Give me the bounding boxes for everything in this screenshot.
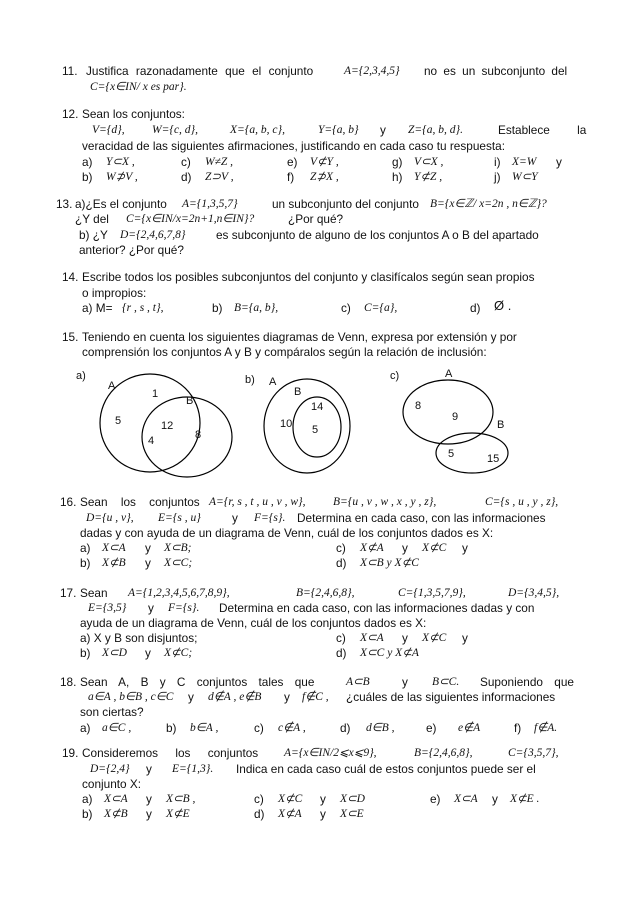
q19-a-label: a) (82, 792, 93, 806)
q18-number: 18. (60, 675, 77, 689)
q11-text: Justifica razonadamente que el conjunto (86, 64, 314, 78)
q19-b-cond1: X⊄B (104, 808, 128, 820)
q13-b-tail: es subconjunto de alguno de los conjuntos A o B del apartado (216, 228, 539, 242)
q19-set-e: E={1,3}. (172, 763, 214, 775)
q19-a-cond1: X⊂A (104, 793, 128, 805)
venn-a-elem-4: 4 (148, 435, 155, 447)
q11-number: 11. (62, 64, 78, 78)
q13-b-text: b) ¿Y (79, 228, 108, 242)
q16-a-label: a) (80, 541, 91, 555)
q19-e-cond2: X⊄E . (510, 793, 540, 805)
venn-c-elem-9: 9 (452, 411, 459, 423)
q12-and: y (380, 123, 386, 137)
q14-d-label: d) (470, 301, 481, 315)
venn-b-circle-a (264, 379, 350, 473)
q19-d-label: d) (254, 807, 265, 821)
q18-line3: son ciertas? (80, 705, 144, 719)
q16-c-cond2: X⊄C (422, 542, 447, 554)
venn-b-set-a-label: A (269, 376, 277, 388)
q17-set-e: E={3,5} (88, 602, 127, 614)
q16-d-cond: X⊂B y X⊄C (360, 557, 419, 569)
q12-item-j-label: j) (494, 170, 501, 184)
q11-set-c: C={x∈IN/ x es par}. (90, 81, 187, 93)
q17-set-d: D={3,4,5}, (508, 587, 560, 599)
q13-set-b: B={x∈ℤ/ x=2n , n∈ℤ}? (430, 198, 547, 210)
q17-intro: Sean (80, 586, 108, 600)
q12-item-j: W⊂Y (512, 171, 538, 183)
q11-set-a: A={2,3,4,5} (344, 65, 400, 77)
q18-cond1: a∈A , b∈B , c∈C (88, 691, 174, 703)
q15-line2: comprensión los conjuntos A y B y compáralos según la relación de inclusión: (82, 345, 487, 359)
q15-number: 15. (62, 330, 79, 344)
q16-and: y (232, 511, 238, 525)
q18-question: ¿cuáles de las siguientes informaciones (346, 690, 556, 704)
q18-rel2: B⊂C. (432, 676, 460, 688)
q16-line3: dadas y con ayuda de un diagrama de Venn, cuál de los conjuntos dados es X: (80, 526, 494, 540)
q13-line4: anterior? ¿Por qué? (79, 243, 184, 257)
q17-b-cond1: X⊂D (102, 647, 127, 659)
q17-d-label: d) (336, 646, 347, 660)
q16-a-and: y (145, 541, 151, 555)
q18-item-a: a∈C , (102, 722, 132, 734)
q12-item-i: X=W (512, 156, 537, 168)
q16-set-e: E={s , u} (158, 512, 201, 524)
q19-c-and: y (320, 792, 326, 806)
q17-set-c: C={1,3,5,7,9}, (398, 587, 466, 599)
q12-number: 12. (62, 107, 79, 121)
q16-a-cond2: X⊂B; (164, 542, 192, 554)
q18-cond3: f∉C , (302, 691, 329, 703)
q12-item-f-label: f) (287, 170, 295, 184)
q18-item-a-label: a) (80, 721, 91, 735)
q12-set-y: Y={a, b} (318, 124, 359, 136)
q14-a-label: a) M= (82, 301, 113, 315)
q13-line2b: ¿Por qué? (288, 212, 344, 226)
venn-c-elem-15: 15 (487, 453, 500, 465)
q17-c-and2: y (462, 631, 468, 645)
q17-c-and: y (402, 631, 408, 645)
q19-c-cond1: X⊄C (278, 793, 303, 805)
q16-set-f: F={s}. (254, 512, 286, 524)
q18-item-f: f∉A. (534, 722, 558, 734)
q16-tail2: Determina en cada caso, con las informaciones (297, 511, 546, 525)
q15-line1: Teniendo en cuenta los siguientes diagramas de Venn, expresa por extensión y por (82, 330, 517, 344)
q16-a-cond1: X⊂A (102, 542, 126, 554)
q18-item-e: e∉A (458, 722, 481, 734)
q16-c-and: y (402, 541, 408, 555)
q14-line2: o impropios: (82, 286, 147, 300)
q17-c-cond1: X⊂A (360, 632, 384, 644)
q14-number: 14. (62, 270, 79, 284)
q14-b-set: B={a, b}, (234, 302, 279, 314)
q13-set-d: D={2,4,6,7,8} (120, 229, 186, 241)
venn-b-set-b-label: B (294, 386, 302, 398)
q18-intro: Sean A, B y C conjuntos tales que (80, 675, 315, 689)
venn-b-elem-10: 10 (280, 418, 293, 430)
q12-item-g: V⊂X , (414, 156, 444, 168)
q14-b-label: b) (212, 301, 223, 315)
q13-set-c: C={x∈IN/x=2n+1,n∈IN}? (126, 213, 255, 225)
q19-c-cond2: X⊂D (340, 793, 365, 805)
q19-set-a: A={x∈IN/2⩽x⩽9}, (284, 747, 377, 759)
q18-item-d: d∈B , (366, 722, 395, 734)
q16-b-cond2: X⊂C; (164, 557, 193, 569)
q17-a: a) X y B son disjuntos; (80, 631, 198, 645)
q12-item-e: V⊄Y , (310, 156, 339, 168)
venn-a-label: a) (76, 370, 86, 382)
q14-c-label: c) (341, 301, 351, 315)
q16-set-d: D={u , v}, (86, 512, 134, 524)
q19-e-and: y (492, 792, 498, 806)
q12-item-h-label: h) (392, 170, 403, 184)
q19-tail2: Indica en cada caso cuál de estos conjuntos puede ser el (236, 762, 536, 776)
q12-item-c: W≠Z , (205, 156, 234, 168)
q16-c-and2: y (462, 541, 468, 555)
q12-item-h: Y⊄Z , (414, 171, 443, 183)
q12-item-d-label: d) (181, 170, 192, 184)
venn-diagram-b (240, 365, 360, 487)
q12-item-i-label: i) (494, 155, 501, 169)
q19-b-label: b) (82, 807, 93, 821)
q16-number: 16. (60, 495, 77, 509)
q16-intro: Sean los conjuntos (80, 495, 200, 509)
q19-a-and: y (146, 792, 152, 806)
q12-item-c-label: c) (181, 155, 191, 169)
venn-c-elem-8: 8 (415, 400, 422, 412)
q19-d-and: y (320, 807, 326, 821)
q17-c-cond2: X⊄C (422, 632, 447, 644)
q19-d-cond1: X⊄A (278, 808, 302, 820)
venn-diagram-c (385, 365, 550, 490)
q12-item-g-label: g) (392, 155, 403, 169)
q12-item-f: Z⊅X , (310, 171, 339, 183)
q18-and3: y (284, 690, 290, 704)
q12-set-w: W={c, d}, (152, 124, 199, 136)
venn-b-elem-5: 5 (312, 424, 319, 436)
q19-line3: conjunto X: (82, 777, 142, 791)
q17-b-label: b) (80, 646, 91, 660)
venn-a-set-a-label: A (108, 380, 116, 392)
venn-c-set-b-label: B (497, 419, 505, 431)
q14-d-set: Ø . (494, 298, 512, 313)
q19-a-cond2: X⊂B , (166, 793, 196, 805)
q18-cond2: d∉A , e∉B (208, 691, 262, 703)
q16-d-label: d) (336, 556, 347, 570)
q18-and1: y (402, 675, 408, 689)
q16-c-cond1: X⊄A (360, 542, 384, 554)
q19-e-cond1: X⊂A (454, 793, 478, 805)
q17-set-f: F={s}. (168, 602, 200, 614)
q13-mid: un subconjunto del conjunto (272, 197, 419, 211)
q17-b-cond2: X⊄C; (164, 647, 193, 659)
q19-intro: Consideremos los conjuntos (82, 746, 259, 760)
q16-b-cond1: X⊄B (102, 557, 126, 569)
venn-c-circle-a (403, 380, 493, 444)
q17-and: y (148, 601, 154, 615)
venn-a-circle-b (142, 397, 232, 477)
q18-item-b: b∈A , (190, 722, 219, 734)
q12-item-a-label: a) (82, 155, 93, 169)
q18-rel1: A⊂B (346, 676, 370, 688)
q14-line1: Escribe todos los posibles subconjuntos del conjunto y clasifícalos según sean propios (82, 270, 535, 284)
venn-c-set-a-label: A (445, 368, 453, 380)
q18-item-c-label: c) (254, 721, 264, 735)
q17-set-a: A={1,2,3,4,5,6,7,8,9}, (128, 587, 230, 599)
venn-b-label: b) (245, 374, 255, 386)
q19-c-label: c) (254, 792, 264, 806)
q12-set-z: Z={a, b, d}. (408, 124, 463, 136)
q12-establece: Establece la (498, 123, 587, 137)
q14-c-set: C={a}, (364, 302, 398, 314)
q12-set-v: V={d}, (92, 124, 125, 136)
q19-e-label: e) (430, 792, 441, 806)
venn-b-elem-14: 14 (311, 401, 324, 413)
q16-set-b: B={u , v , w , x , y , z}, (333, 496, 437, 508)
q18-suponiendo: Suponiendo que (480, 675, 574, 689)
q17-number: 17. (60, 586, 77, 600)
q19-b-cond2: X⊄E (166, 808, 190, 820)
q12-set-x: X={a, b, c}, (230, 124, 285, 136)
q16-set-c: C={s , u , y , z}, (485, 496, 559, 508)
q18-item-c: c∉A , (278, 722, 306, 734)
q12-intro: Sean los conjuntos: (82, 107, 185, 121)
q18-and2: y (188, 690, 194, 704)
q18-item-e-label: e) (426, 721, 437, 735)
q12-item-e-label: e) (287, 155, 298, 169)
venn-c-label: c) (390, 370, 400, 382)
q13-a-text: a)¿Es el conjunto (75, 197, 167, 211)
venn-a-elem-12: 12 (161, 420, 174, 432)
venn-diagram-a (60, 365, 240, 487)
q13-set-a: A={1,3,5,7} (182, 198, 238, 210)
q13-line2a: ¿Y del (75, 212, 109, 226)
q19-set-d: D={2,4} (90, 763, 130, 775)
venn-a-elem-5: 5 (115, 415, 122, 427)
q17-d-cond: X⊂C y X⊄A (360, 647, 419, 659)
q18-item-d-label: d) (340, 721, 351, 735)
q18-item-b-label: b) (166, 721, 177, 735)
q19-b-and: y (146, 807, 152, 821)
q11-tail: no es un subconjunto del (424, 64, 568, 78)
q16-b-label: b) (80, 556, 91, 570)
q13-number: 13. (56, 197, 73, 211)
q12-item-d: Z⊃V , (205, 171, 234, 183)
q12-item-i-and: y (556, 155, 562, 169)
q12-item-a: Y⊂X , (106, 156, 135, 168)
venn-a-elem-8: 8 (195, 429, 202, 441)
q12-item-b-label: b) (82, 170, 93, 184)
q19-and: y (146, 762, 152, 776)
q19-d-cond2: X⊂E (340, 808, 364, 820)
q17-line3: ayuda de un diagrama de Venn, cuál de los conjuntos dados es X: (80, 616, 427, 630)
q19-set-c: C={3,5,7}, (508, 747, 559, 759)
q19-number: 19. (62, 746, 79, 760)
venn-a-set-b-label: B (186, 395, 194, 407)
venn-a-elem-1: 1 (152, 388, 159, 400)
venn-c-elem-5: 5 (448, 448, 455, 460)
q12-item-b: W⊅V , (106, 171, 138, 183)
q16-set-a: A={r, s , t , u , v , w}, (209, 496, 306, 508)
q19-set-b: B={2,4,6,8}, (414, 747, 473, 759)
q16-c-label: c) (336, 541, 346, 555)
q17-c-label: c) (336, 631, 346, 645)
q12-line3: veracidad de las siguientes afirmaciones, justificando en cada caso tu respuesta: (82, 139, 505, 153)
q16-b-and: y (145, 556, 151, 570)
q17-set-b: B={2,4,6,8}, (296, 587, 355, 599)
q17-tail2: Determina en cada caso, con las informaciones dadas y con (219, 601, 535, 615)
q18-item-f-label: f) (514, 721, 522, 735)
q17-b-and: y (145, 646, 151, 660)
q14-a-set: {r , s , t}, (122, 302, 164, 314)
